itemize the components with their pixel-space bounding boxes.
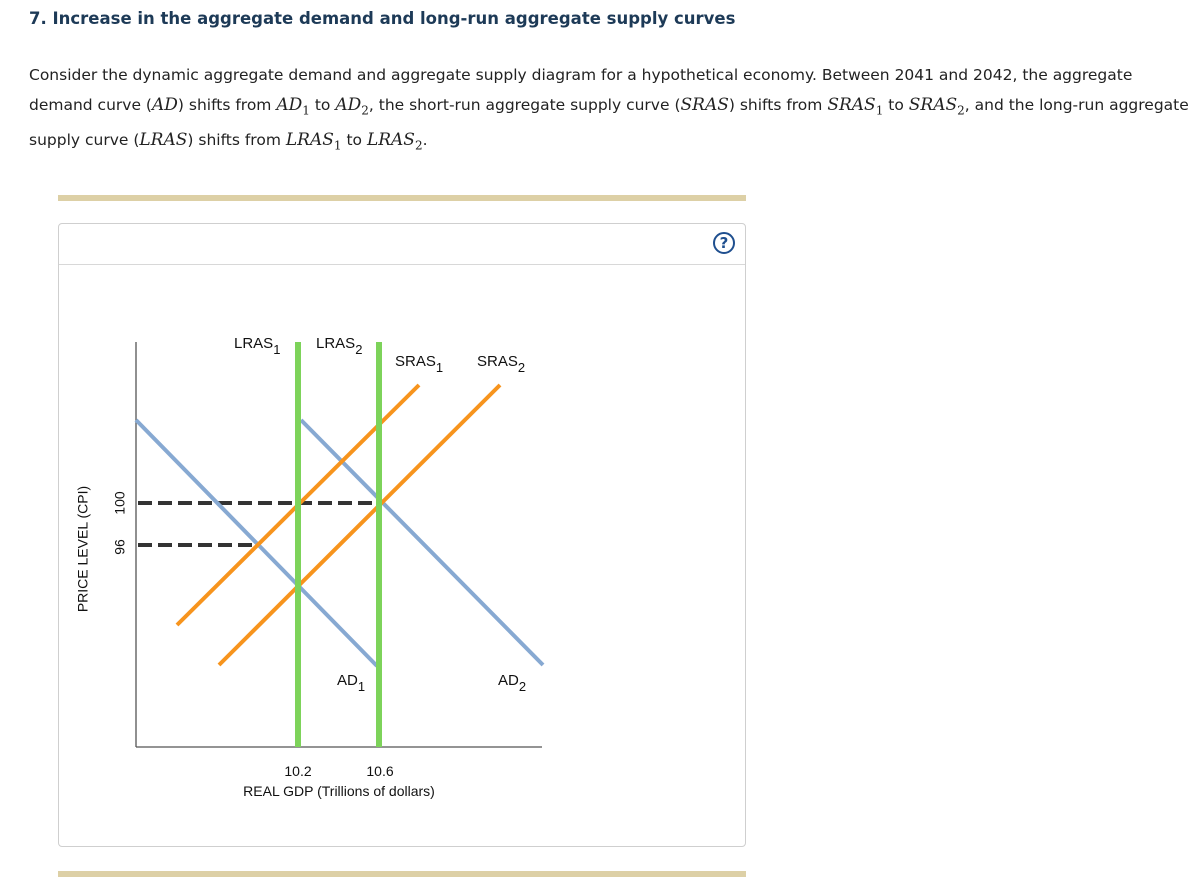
lras2-label: LRAS2 bbox=[316, 335, 363, 357]
question-title: 7. Increase in the aggregate demand and long-run aggregate supply curves bbox=[29, 9, 736, 28]
ad1-label: AD1 bbox=[337, 672, 366, 694]
help-button[interactable]: ? bbox=[713, 232, 735, 254]
y-tick-96: 96 bbox=[111, 539, 128, 555]
question-text: Consider the dynamic aggregate demand and aggregate supply diagram for a hypothetical economy. Between 2041 and 2042, the aggregate demand curve (AD) shifts from $AD_1$ to $AD_2$, the short-run aggregate supply curve (SRAS) shifts from $SRAS_1$ to $SRAS_2$, and the long-run aggregate supply curve (LRAS) shifts from $LRAS_1$ to $LRAS_2$. bbox=[29, 66, 1189, 153]
sras1-label: SRAS1 bbox=[395, 353, 444, 375]
ad2-label: AD2 bbox=[498, 672, 527, 694]
sras2-curve[interactable] bbox=[219, 385, 500, 665]
ad-symbol: AD bbox=[151, 95, 178, 115]
x-tick-10-6: 10.6 bbox=[366, 763, 394, 779]
lras1-label: LRAS1 bbox=[234, 335, 281, 357]
y-tick-100: 100 bbox=[111, 491, 128, 515]
x-tick-10-2: 10.2 bbox=[284, 763, 312, 779]
y-axis-title: PRICE LEVEL (CPI) bbox=[74, 485, 91, 613]
x-axis-title: REAL GDP (Trillions of dollars) bbox=[243, 783, 435, 799]
sras2-label: SRAS2 bbox=[477, 353, 526, 375]
